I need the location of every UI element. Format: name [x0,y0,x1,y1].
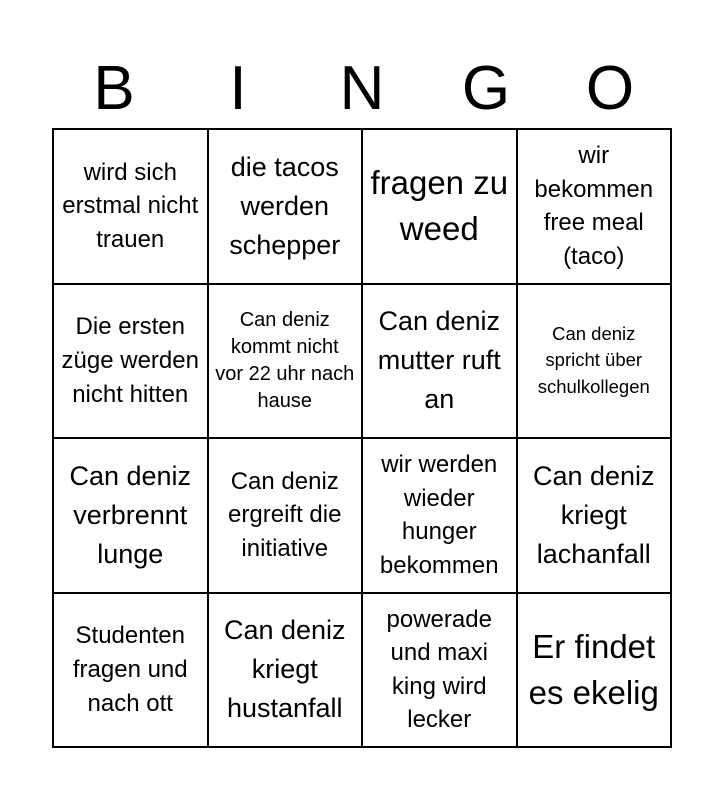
bingo-cell-r1-c1[interactable]: wird sich erstmal nicht trauen [54,130,209,285]
bingo-cell-r1-c3[interactable]: fragen zu weed [363,130,518,285]
bingo-cell-r4-c4[interactable]: Er findet es ekelig [518,594,673,749]
header-letter-o: O [585,54,635,123]
bingo-cell-r3-c3[interactable]: wir werden wieder hunger bekommen [363,439,518,594]
header-letter-g: G [461,54,511,123]
bingo-cell-r4-c2[interactable]: Can deniz kriegt hustanfall [209,594,364,749]
header-letter-i: I [229,54,247,123]
bingo-cell-r2-c3[interactable]: Can deniz mutter ruft an [363,285,518,440]
bingo-cell-r1-c4[interactable]: wir bekommen free meal (taco) [518,130,673,285]
bingo-cell-r2-c4[interactable]: Can deniz spricht über schulkollegen [518,285,673,440]
bingo-cell-r4-c1[interactable]: Studenten fragen und nach ott [54,594,209,749]
bingo-cell-r2-c2[interactable]: Can deniz kommt nicht vor 22 uhr nach hause [209,285,364,440]
bingo-header [52,50,672,128]
bingo-cell-r3-c1[interactable]: Can deniz verbrennt lunge [54,439,209,594]
bingo-cell-r2-c1[interactable]: Die ersten züge werden nicht hitten [54,285,209,440]
bingo-cell-r3-c4[interactable]: Can deniz kriegt lachanfall [518,439,673,594]
bingo-board [52,128,672,748]
header-letter-n: N [339,54,385,123]
header-letter-b: B [93,54,135,123]
bingo-cell-r1-c2[interactable]: die tacos werden schepper [209,130,364,285]
bingo-cell-r4-c3[interactable]: powerade und maxi king wird lecker [363,594,518,749]
bingo-cell-r3-c2[interactable]: Can deniz ergreift die initiative [209,439,364,594]
